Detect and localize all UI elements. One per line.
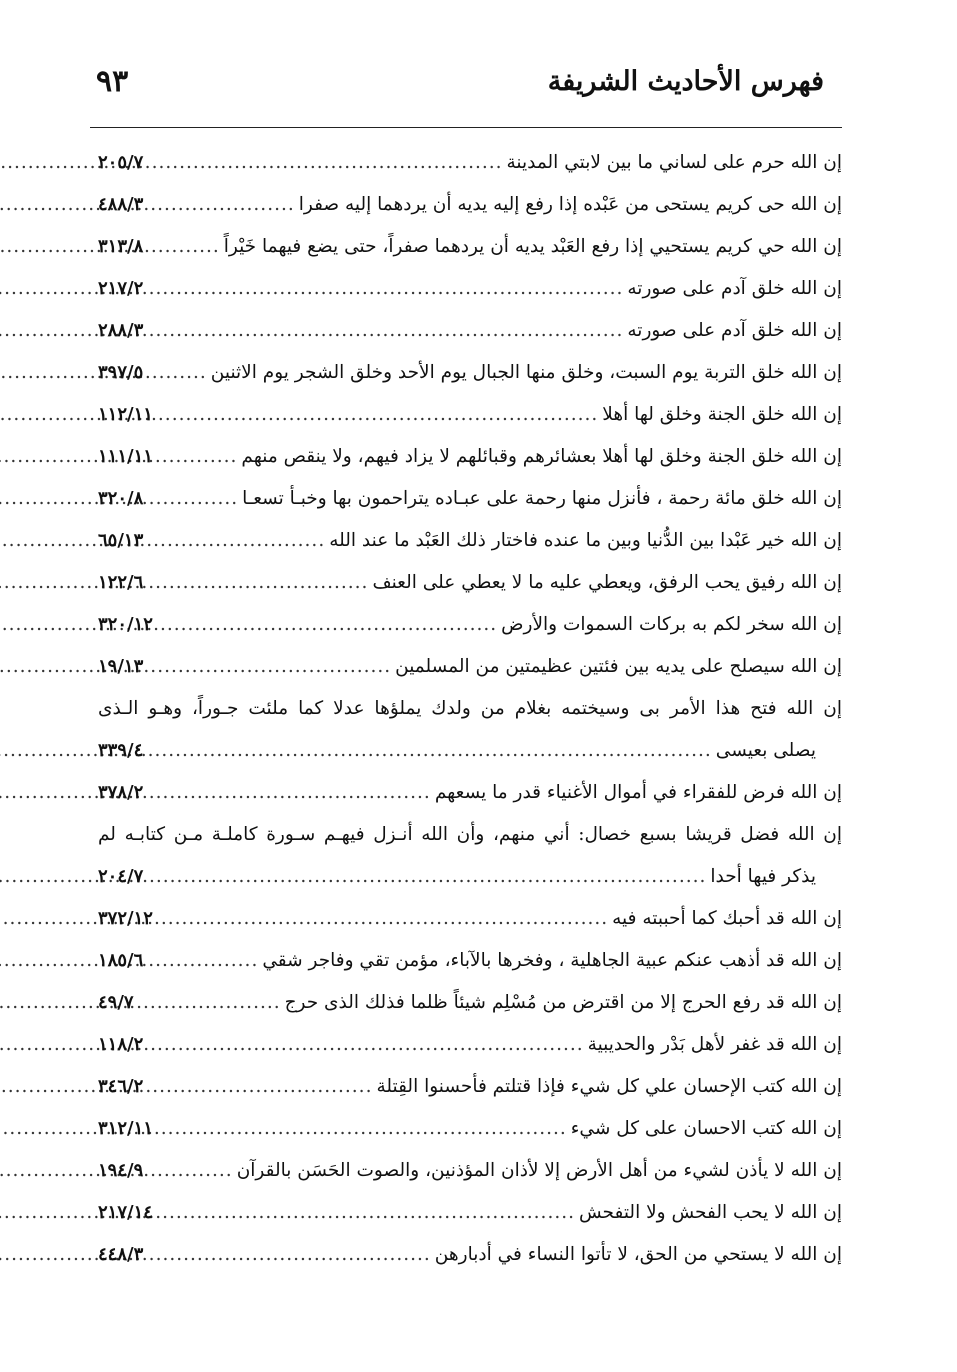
leader-dots [147,310,623,352]
header-rule [90,127,842,128]
volume-page-ref: ١١١/١١ [98,446,153,467]
index-entry [98,1150,842,1192]
hadith-text: إن الله فرض للفقراء في أموال الأغنياء قدر ما يسعهم [434,782,842,803]
volume-page-ref: ٣١٢/١١ [98,1118,153,1139]
hadith-text: إن الله خلق الجنة وخلق لها أهلا بعشائرهم وقبائلهم لا يزاد فيهم، ولا ينقص منهم [241,446,842,467]
index-entry [98,520,842,562]
hadith-text: إن الله كتب الإحسان علي كل شيء فإذا قتلتم فأحسنوا القِتلة [376,1076,842,1097]
index-entry [98,562,842,604]
index-entry [98,646,842,688]
leader-dots [147,1066,372,1108]
leader-dots [138,982,281,1024]
volume-page-ref: ٤٨٨/٣ [98,194,144,215]
volume-page-ref: ١٩/١٣ [98,656,144,677]
volume-page-ref: ١٨٥/٦ [98,950,144,971]
leader-dots [147,352,207,394]
running-title: فهرس الأحاديث الشريفة [547,66,824,97]
page-header [88,62,844,112]
index-entry [98,142,842,184]
hadith-index-list [98,142,842,1276]
leader-dots [157,898,608,940]
leader-dots [147,268,623,310]
hadith-text: إن الله خلق آدم على صورته [627,278,842,299]
hadith-text: إن الله خلق التربة يوم السبت، وخلق منها الجبال يوم الأحد وخلق الشجر يوم الاثنين [210,362,842,383]
index-entry [98,436,842,478]
hadith-text-line1: إن الله فضل قريشا بسبع خصال: أني منهم، وأن الله أنـزل فيهـم سـورة كاملـة مـن كتابـه لم [98,824,842,845]
leader-dots [157,604,497,646]
page-number: ٩٣ [96,64,129,99]
index-entry [98,310,842,352]
hadith-text: إن الله سيصلح على يديه بين فئتين عظيمتين من المسلمين [395,656,842,677]
hadith-text: إن الله حى كريم يستحى من عَبْده إذا رفع إليه يديه أن يردهما إليه صفرا [298,194,842,215]
volume-page-ref: ١١٨/٢ [98,1034,144,1055]
hadith-text-line2 [98,856,842,898]
index-entry [98,772,842,814]
volume-page-ref: ٢٠٤/٧ [98,866,144,887]
volume-page-ref: ٢١٧/١٤ [98,1202,153,1223]
index-entry [98,1066,842,1108]
volume-page-ref: ١٩٤/٩ [98,1160,144,1181]
hadith-text: إن الله خلق الجنة وخلق لها أهلا [602,404,842,425]
leader-dots [147,478,238,520]
volume-page-ref: ٦٥/١٣ [98,530,144,551]
index-entry [98,1024,842,1066]
index-entry [98,478,842,520]
volume-page-ref: ٢٨٨/٣ [98,320,144,341]
hadith-text: إن الله كتب الاحسان على كل شيء [570,1118,842,1139]
hadith-text: يذكر فيها أحدا [710,866,816,887]
index-entry [98,898,842,940]
hadith-text: إن الله قد أذهب عنكم عبية الجاهلية ، وفخرها بالآباء، مؤمن تقي وفاجر شقي [262,950,842,971]
volume-page-ref: ٢٠٥/٧ [98,152,144,173]
index-entry [98,1192,842,1234]
leader-dots [157,436,237,478]
leader-dots [147,730,712,772]
index-entry [98,268,842,310]
hadith-text: إن الله قد رفع الحرج إلا من اقترض من مُسْلِم شيئاً ظلما فذلك الذى حرج [284,992,842,1013]
hadith-text: إن الله قد أحبك كما أحببته فيه [612,908,842,929]
leader-dots [157,394,598,436]
leader-dots [147,226,219,268]
volume-page-ref: ٣١٣/٨ [98,236,144,257]
volume-page-ref: ٣٢٠/٨ [98,488,144,509]
index-entry [98,394,842,436]
hadith-text: يصلى بعيسى [715,740,816,761]
hadith-text-line1: إن الله فتح هذا الأمر بى وسيختمه بغلام من ولدك يملؤها عدلا كما ملئت جـوراً، وهـو الـذى [98,698,842,719]
hadith-text: إن الله خلق آدم على صورته [627,320,842,341]
leader-dots [147,520,325,562]
leader-dots [147,1150,232,1192]
volume-page-ref: ٣٢٠/١٢ [98,614,153,635]
hadith-text: إن الله سخر لكم به بركات السموات والأرض [501,614,842,635]
hadith-text: إن الله لا يستحي من الحق، لا تأتوا النساء في أدبارهن [434,1244,842,1265]
index-entry [98,352,842,394]
volume-page-ref: ٣٩٧/٥ [98,362,144,383]
hadith-text-line2 [98,730,842,772]
leader-dots [147,1234,431,1276]
volume-page-ref: ٤٤٨/٣ [98,1244,144,1265]
leader-dots [147,940,258,982]
leader-dots [147,1024,583,1066]
leader-dots [147,184,294,226]
hadith-text: إن الله حي كريم يستحيي إذا رفع العَبْد يديه أن يردهما صفراً، حتى يضع فيهما خَيْراً [223,236,842,257]
volume-page-ref: ٣٧٢/١٢ [98,908,153,929]
index-entry [98,940,842,982]
volume-page-ref: ٣٧٨/٢ [98,782,144,803]
hadith-text: إن الله خير عَبْدا بين الدُّنيا وبين ما عنده فاختار ذلك العَبْد ما عند الله [329,530,842,551]
leader-dots [147,142,502,184]
leader-dots [157,1108,567,1150]
leader-dots [147,772,431,814]
volume-page-ref: ٢١٧/٢ [98,278,144,299]
hadith-text: إن الله قد غفر لأهل بَدْر والحديبية [587,1034,842,1055]
hadith-text: إن الله لا يأذن لشيء من أهل الأرض إلا لأذان المؤذنين، والصوت الحَسَن بالقرآن [236,1160,842,1181]
index-entry [98,1108,842,1150]
index-entry-multiline [98,814,842,898]
hadith-text: إن الله لا يحب الفحش ولا التفحش [578,1202,842,1223]
index-entry [98,1234,842,1276]
leader-dots [147,562,368,604]
hadith-text: إن الله خلق مائة رحمة ، فأنزل منها رحمة على عبـاده يتراحمون بها وخبـأ تسعـا [242,488,842,509]
index-entry-multiline [98,688,842,772]
volume-page-ref: ٣٤٦/٢ [98,1076,144,1097]
index-entry [98,226,842,268]
hadith-text: إن الله حرم على لساني ما بين لابتي المدينة [506,152,842,173]
index-entry [98,184,842,226]
leader-dots [147,856,706,898]
leader-dots [157,1192,575,1234]
index-entry [98,982,842,1024]
index-entry [98,604,842,646]
volume-page-ref: ١٢٢/٦ [98,572,144,593]
hadith-text: إن الله رفيق يحب الرفق، ويعطي عليه ما لا يعطي على العنف [372,572,842,593]
leader-dots [147,646,391,688]
volume-page-ref: ١١٢/١١ [98,404,153,425]
volume-page-ref: ٣٣٩/٤ [98,740,144,761]
volume-page-ref: ٤٩/٧ [98,992,134,1013]
